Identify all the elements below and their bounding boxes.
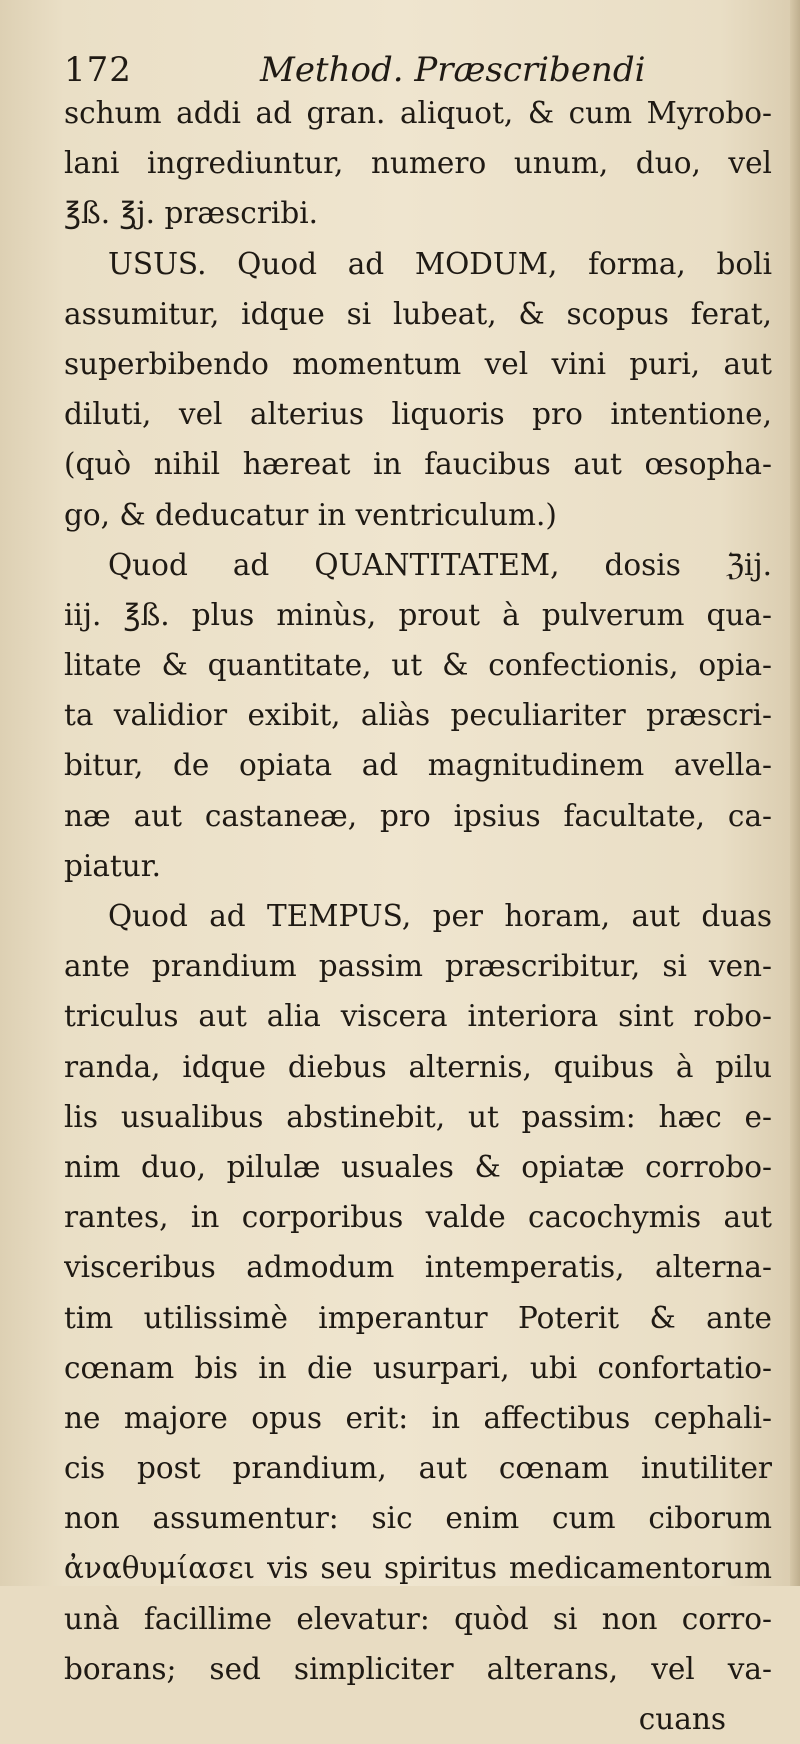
text-line: unà facillime elevatur: quòd si non corro- bbox=[64, 1601, 772, 1636]
text-line: bitur, de opiata ad magnitudinem avella- bbox=[64, 748, 772, 783]
page-number: 172 bbox=[64, 50, 132, 90]
text-line: cis post prandium, aut cœnam inutiliter bbox=[64, 1451, 772, 1486]
text-line: cœnam bis in die usurpari, ubi confortatio- bbox=[64, 1350, 772, 1385]
text-line: ℥ß. ℥j. præscribi. bbox=[64, 196, 319, 231]
text-line: ne majore opus erit: in affectibus cephali- bbox=[64, 1400, 772, 1435]
text-line: Quod ad QUANTITATEM, dosis ℨij. bbox=[108, 547, 772, 582]
text-line: rantes, in corporibus valde cacochymis aut bbox=[64, 1200, 772, 1235]
text-line: lani ingrediuntur, numero unum, duo, vel bbox=[64, 146, 772, 181]
text-line: go, & deducatur in ventriculum.) bbox=[64, 497, 557, 532]
text-line: schum addi ad gran. aliquot, & cum Myrobo- bbox=[64, 96, 772, 130]
text-line: ἀναθυμίασει vis seu spiritus medicamentorum bbox=[64, 1551, 772, 1586]
text-line: nim duo, pilulæ usuales & opiatæ corrobo- bbox=[64, 1149, 772, 1184]
text-line: ante prandium passim præscribitur, si ven- bbox=[64, 949, 772, 984]
running-title: Method. Præscribendi bbox=[260, 50, 646, 90]
text-line: ta validior exibit, aliàs peculiariter præscri- bbox=[64, 698, 772, 733]
text-line: non assumentur: sic enim cum ciborum bbox=[64, 1501, 772, 1536]
text-line: superbibendo momentum vel vini puri, aut bbox=[64, 346, 772, 381]
catchword: cuans bbox=[638, 1702, 726, 1736]
text-line: (quò nihil hæreat in faucibus aut œsopha- bbox=[64, 447, 772, 482]
text-line: triculus aut alia viscera interiora sint robo- bbox=[64, 999, 772, 1034]
text-line: visceribus admodum intemperatis, alterna- bbox=[64, 1250, 772, 1285]
text-line: borans; sed simpliciter alterans, vel va- bbox=[64, 1651, 772, 1686]
text-line: næ aut castaneæ, pro ipsius facultate, ca- bbox=[64, 798, 772, 833]
page-edge bbox=[790, 0, 800, 1586]
body-text bbox=[64, 88, 772, 1744]
text-line: assumitur, idque si lubeat, & scopus ferat, bbox=[64, 296, 772, 331]
text-line: piatur. bbox=[64, 848, 161, 883]
text-line: iij. ℥ß. plus minùs, prout à pulverum qua- bbox=[64, 597, 772, 632]
text-line: tim utilissimè imperantur Poterit & ante bbox=[64, 1300, 772, 1335]
text-line: lis usualibus abstinebit, ut passim: hæc e- bbox=[64, 1099, 772, 1134]
text-line: Quod ad TEMPUS, per horam, aut duas bbox=[108, 899, 772, 933]
text-line: USUS. Quod ad MODUM, forma, boli bbox=[108, 246, 772, 281]
text-line: randa, idque diebus alternis, quibus à pilu bbox=[64, 1049, 772, 1084]
text-line: diluti, vel alterius liquoris pro intentione, bbox=[64, 397, 772, 432]
text-line: litate & quantitate, ut & confectionis, opia- bbox=[64, 648, 772, 683]
